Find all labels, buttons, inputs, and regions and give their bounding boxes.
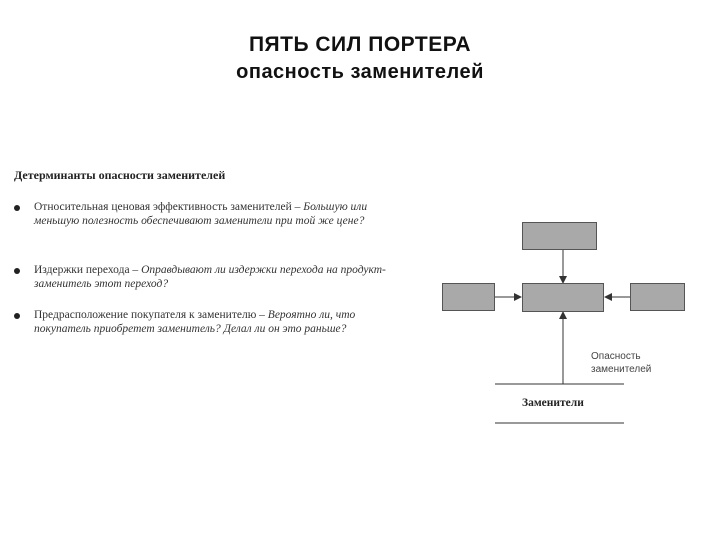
substitutes-label: Заменители — [522, 397, 584, 409]
force-box-right — [630, 283, 685, 311]
bullet-text: Издержки перехода – Оправдывают ли издержки перехода на продукт-заменитель этот переход? — [34, 264, 386, 290]
bullet-text: Относительная ценовая эффективность заменителей – Большую или меньшую полезность обеспечивают заменители при той же цене? — [34, 201, 368, 227]
threat-label: Опасность заменителей — [591, 351, 652, 375]
determinants-heading: Детерминанты опасности заменителей — [14, 168, 226, 182]
page-title: ПЯТЬ СИЛ ПОРТЕРА — [248, 33, 472, 56]
force-box-top — [522, 222, 597, 250]
bullet-text: Предрасположение покупателя к заменителю – Вероятно ли, что покупатель приобретет заменитель? Делал ли он это раньше? — [34, 309, 356, 335]
force-box-left — [442, 283, 495, 311]
page-subtitle: опасность заменителей — [236, 61, 484, 83]
force-box-center — [522, 283, 604, 312]
